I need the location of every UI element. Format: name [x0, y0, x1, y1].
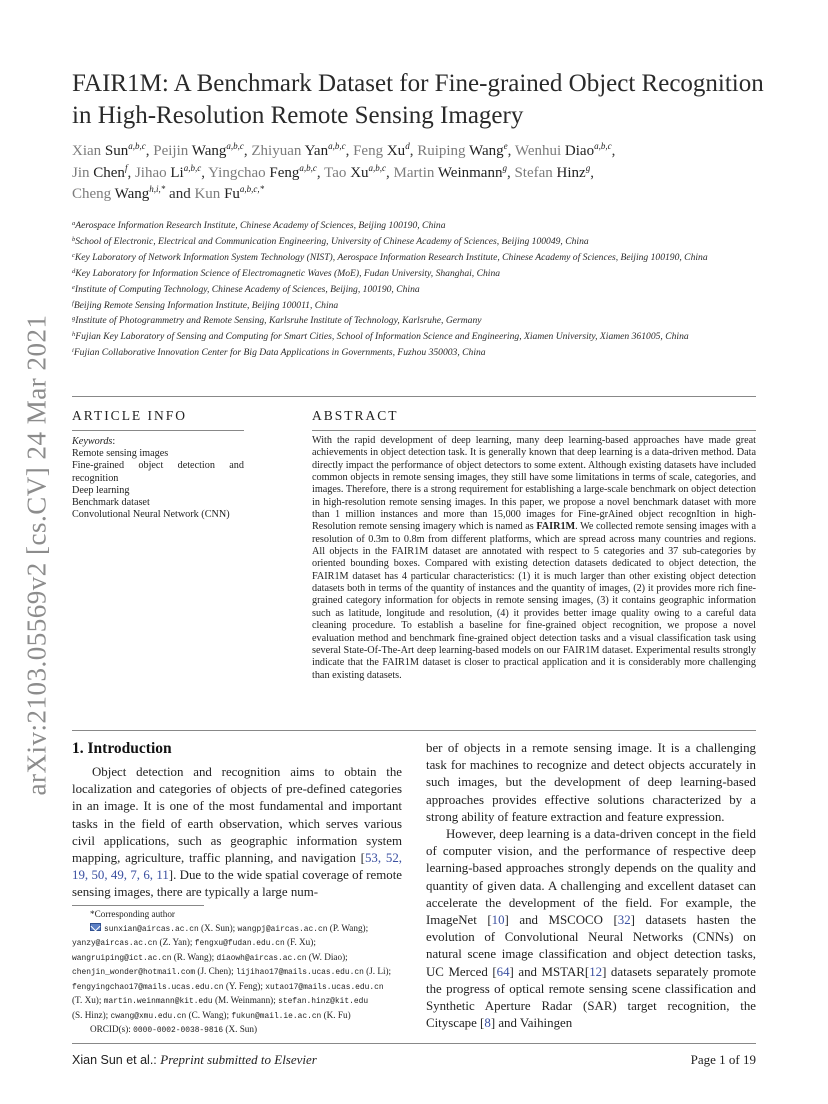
affiliation-text: Aerospace Information Research Institute, Chinese Academy of Sciences, Beijing 100190, China: [75, 220, 446, 231]
running-footer: [72, 1052, 317, 1068]
author: [208, 162, 321, 181]
right-column: [426, 740, 756, 1032]
affiliation-text: School of Electronic, Electrical and Communication Engineering, University of Chinese Academy of Sciences, Beijing 100049, China: [75, 235, 589, 247]
author-given-name: Jin: [72, 164, 90, 181]
author: [417, 143, 511, 159]
email-line: [72, 980, 402, 995]
affiliation-key: b: [72, 235, 76, 243]
article-info-heading: ARTICLE INFO: [72, 408, 188, 423]
divider: [72, 430, 244, 431]
citation-link[interactable]: 64: [496, 964, 510, 979]
title-line-2: in High-Resolution Remote Sensing Imagery: [72, 102, 524, 129]
author-given-name: Zhiyuan: [251, 143, 302, 159]
paper-title: [72, 68, 772, 132]
author: [72, 162, 132, 181]
author-surname: Chen: [93, 164, 125, 181]
author: [251, 143, 349, 159]
footnote-rule: [72, 905, 204, 906]
author-given-name: Peijin: [153, 143, 189, 159]
author-surname: Weinmann: [437, 164, 503, 181]
affiliation: [72, 347, 762, 359]
author-separator: ,: [145, 143, 150, 159]
email-owner: (J. Li);: [363, 966, 392, 976]
keyword: recognition: [72, 472, 119, 484]
author-affiliation-marks: a,b,c: [299, 162, 317, 173]
email-owner: (R. Wang);: [171, 951, 217, 962]
email-line: [72, 936, 402, 951]
email-owner: (W. Diao);: [306, 951, 348, 962]
divider: [72, 396, 756, 397]
divider: [72, 1043, 756, 1044]
author-surname: Diao: [564, 143, 595, 159]
keywords-label: Keywords: [72, 436, 113, 447]
author-affiliation-marks: a,b,c,*: [239, 184, 265, 194]
orcid-id[interactable]: 0000-0002-0038-9816: [133, 1026, 224, 1035]
author-surname: Wang: [191, 143, 227, 159]
citation-link[interactable]: 32: [617, 913, 631, 928]
email-address[interactable]: martin.weinmann@kit.edu: [103, 997, 213, 1006]
email-owner: (T. Xu);: [72, 995, 104, 1005]
email-address[interactable]: diaowh@aircas.ac.cn: [216, 953, 307, 963]
email-owner: (C. Wang);: [186, 1009, 232, 1020]
author-surname: Hinz: [556, 164, 586, 181]
left-column: [72, 740, 402, 902]
author-surname: Yan: [304, 143, 329, 159]
affiliation: [72, 252, 762, 264]
affiliations: [72, 220, 762, 363]
page-number: Page 1 of 19: [690, 1052, 756, 1067]
text-run: However, deep learning is a data-driven concept in the field of computer vision, and the performance of respective deep learning-based approaches strongly depends on the quality and quantity of given data. A challenging and excellent dataset can accelerate the development of the field. For example, the ImageNet [: [426, 827, 756, 928]
author-separator: ,: [316, 164, 321, 181]
author-list: [72, 141, 762, 206]
email-address[interactable]: stefan.hinz@kit.edu: [278, 997, 369, 1006]
email-line: [72, 922, 402, 937]
dataset-name: FAIR1M: [536, 521, 576, 533]
author-given-name: Feng: [353, 143, 384, 159]
abstract-heading: ABSTRACT: [312, 408, 399, 423]
affiliation-text: Fujian Key Laboratory of Sensing and Computing for Smart Cities, School of Information Science and Engineering, Xiamen University, Xiamen 361005, China: [75, 331, 689, 343]
author: [134, 162, 205, 181]
affiliation-key: g: [72, 315, 76, 323]
affiliation: [72, 268, 762, 280]
author: [153, 143, 247, 159]
email-owner: (K. Fu): [321, 1009, 351, 1020]
author-given-name: Stefan: [514, 164, 553, 181]
author-affiliation-marks: a,b,c: [594, 141, 612, 151]
author-surname: Fu: [224, 186, 240, 202]
author: [324, 162, 390, 181]
running-head: Xian Sun et al.:: [72, 1053, 161, 1067]
author-given-name: Martin: [393, 164, 435, 181]
citation-link[interactable]: 8: [484, 1016, 491, 1031]
preprint-note: Preprint submitted to Elsevier: [160, 1052, 317, 1067]
author-affiliation-marks: a,b,c: [128, 141, 146, 151]
author: [72, 143, 150, 159]
orcid-label: ORCID(s):: [90, 1024, 134, 1034]
author-affiliation-marks: h,i,*: [149, 184, 166, 194]
text-run: ] and MSTAR[: [509, 964, 590, 979]
email-line: [72, 1009, 402, 1024]
affiliation: [72, 236, 762, 248]
author-given-name: Ruiping: [417, 143, 466, 159]
author-affiliation-marks: a,b,c: [328, 141, 346, 151]
affiliation-key: i: [72, 347, 74, 355]
affiliation-text: Fujian Collaborative Innovation Center for Big Data Applications in Governments, Fuzhou 350003, China: [73, 347, 486, 359]
text-run: ] datasets hasten the evolution of Convolutional Neural Networks (CNNs) on natural scene image classification and object detection tasks, UC Merced [: [426, 913, 756, 979]
text-run: ] and Vaihingen: [490, 1016, 573, 1031]
author-given-name: Tao: [324, 164, 347, 181]
text-run: ] and MSCOCO [: [504, 913, 618, 928]
author-given-name: Jihao: [134, 164, 167, 181]
orcid-name: (X. Sun): [223, 1024, 258, 1034]
author: [194, 186, 264, 202]
author-separator: ,: [386, 164, 390, 181]
author-affiliation-marks: e: [503, 141, 508, 151]
email-owner: (J. Chen);: [195, 966, 236, 976]
author-surname: Wang: [114, 186, 150, 202]
author-separator: ,: [409, 143, 414, 159]
author-surname: Xu: [386, 143, 406, 159]
author-affiliation-marks: g: [502, 162, 507, 173]
title-line-1: FAIR1M: A Benchmark Dataset for Fine-grained Object Recognition: [72, 70, 764, 97]
affiliation: [72, 284, 762, 296]
author-given-name: Wenhui: [514, 143, 562, 159]
affiliation: [72, 331, 762, 343]
keyword: Benchmark dataset: [72, 497, 150, 509]
text-run: ]. Due to the wide spatial coverage of remote sensing images, there are typically a large num-: [72, 868, 403, 900]
citation-link[interactable]: 53, 52, 19, 50, 49, 7, 6, 11: [72, 851, 402, 883]
email-owner: (Z. Yan);: [157, 937, 195, 947]
divider: [72, 730, 756, 731]
abstract-part: . We collected remote sensing images with a resolution of 0.3m to 0.8m from different platforms, which are spread across many countries and regions. All objects in the FAIR1M dataset are annotated with respect to 5 categories and 37 sub-categories by oriented bounding boxes. Compared with existing detection datasets dedicated to object detection, the FAIR1M dataset has 4 particular characteristics: (1) it is much larger than other existing object detection datasets both in terms of the quantity of instances and the quantity of images, (2) it provides more rich fine-grained category information for objects in remote sensing images, (3) it contains geographic information such as latitude, longitude and resolution, (4) it provides better image quality owing to a careful data cleaning procedure. To establish a baseline for fine-grained object recognition, we propose a novel evaluation method and benchmark fine-grained object detection tasks and a visual classification task using several State-Of-The-Art deep learning-based models on our FAIR1M dataset. Experimental results strongly indicate that the FAIR1M dataset is closer to practical application and it is considerably more challenging than existing datasets.: [312, 521, 756, 681]
author-given-name: Cheng: [72, 186, 112, 202]
text-run: Object detection and recognition aims to obtain the localization and categories of objects of pre-defined categories in an image. It is one of the most fundamental and important tasks in the field of earth observation, which serves various civil applications, such as geographic information system mapping, agriculture, traffic planning, and navigation [: [72, 765, 402, 866]
paragraph: [426, 826, 756, 1032]
keyword: Fine-grained object detection and: [72, 460, 244, 472]
arxiv-stamp: [22, 295, 52, 815]
footnotes: [72, 908, 402, 1038]
author-given-name: Xian: [72, 143, 102, 159]
keyword: Deep learning: [72, 484, 130, 496]
affiliation-key: e: [72, 283, 75, 291]
author-affiliation-marks: a,b,c: [183, 162, 202, 173]
author-separator: ,: [611, 143, 616, 159]
affiliation: [72, 315, 762, 327]
author-separator: and: [165, 186, 191, 202]
author-surname: Li: [170, 164, 184, 181]
envelope-icon: [90, 923, 101, 931]
email-address[interactable]: xutao17@mails.ucas.edu.cn: [265, 982, 384, 992]
email-owner: (X. Sun);: [198, 922, 238, 933]
affiliation-key: a: [72, 220, 76, 227]
paragraph: ber of objects in a remote sensing image. It is a challenging task for machines to recognize and detect objects accurately in such images, but the development of deep learning-based approaches provides effective solutions characterized by a strong ability of feature extraction and feature expression.: [426, 741, 756, 824]
author-separator: ,: [243, 143, 248, 159]
email-owner: (M. Weinmann);: [212, 995, 279, 1005]
email-owner: (S. Hinz);: [72, 1009, 111, 1020]
author-affiliation-marks: f: [124, 162, 128, 173]
affiliation-text: Institute of Photogrammetry and Remote Sensing, Karlsruhe Institute of Technology, Karlsruhe, Germany: [75, 315, 482, 327]
email-owner: (Y. Feng);: [223, 980, 266, 991]
email-address[interactable]: fengyingchao17@mails.ucas.edu.cn: [72, 982, 224, 992]
email-line: [72, 951, 402, 966]
author: [393, 162, 511, 181]
email-address[interactable]: lijihao17@mails.ucas.edu.cn: [235, 968, 364, 977]
corresponding-author-note: *Corresponding author: [90, 909, 175, 919]
author: [515, 143, 615, 159]
email-line: [72, 994, 402, 1009]
email-address[interactable]: wangpj@aircas.ac.cn: [237, 924, 328, 934]
paragraph: [72, 764, 402, 902]
email-address[interactable]: sunxian@aircas.ac.cn: [104, 924, 199, 934]
affiliation-key: f: [72, 299, 74, 307]
author: [353, 143, 413, 159]
email-address[interactable]: fengxu@fudan.edu.cn: [194, 939, 285, 948]
citation-link[interactable]: 10: [491, 913, 505, 928]
author: [72, 186, 191, 202]
email-address[interactable]: fukun@mail.ie.ac.cn: [231, 1011, 322, 1021]
keyword: Remote sensing images: [72, 448, 169, 460]
author-separator: ,: [506, 164, 511, 181]
author-separator: ,: [345, 143, 350, 159]
affiliation: [72, 300, 762, 312]
author-separator: ,: [127, 164, 132, 181]
author-separator: ,: [201, 164, 205, 181]
author-surname: Feng: [269, 164, 300, 181]
arxiv-id: arXiv:2103.05569v2 [cs.CV] 24 Mar 2021: [21, 314, 52, 796]
email-address[interactable]: wangruiping@ict.ac.cn: [72, 953, 172, 963]
author-surname: Wang: [469, 143, 504, 159]
author-affiliation-marks: d: [405, 141, 410, 151]
citation-link[interactable]: 12: [589, 964, 603, 979]
affiliation-key: d: [72, 267, 76, 275]
author-given-name: Kun: [194, 186, 221, 202]
author-given-name: Yingchao: [208, 164, 266, 181]
author-affiliation-marks: a,b,c: [368, 162, 387, 173]
abstract-text: [312, 435, 756, 682]
text-run: ] datasets separately promote the progress of optical remote sensing scene classification and Synthetic Aperture Radar (SAR) target recognition, the Cityscape [: [426, 964, 756, 1031]
keywords-block: Keywords: Remote sensing images Fine-grained object detection and recognition Deep learning Benchmark dataset Convolutional Neural Network (CNN): [72, 436, 244, 521]
email-line: [72, 965, 402, 980]
author-separator: ,: [590, 164, 594, 181]
affiliation-text: Key Laboratory of Network Information System Technology (NIST), Aerospace Information Research Institute, Chinese Academy of Sciences, Beijing 100190, China: [74, 251, 708, 263]
affiliation-key: c: [72, 251, 75, 259]
affiliation-text: Beijing Remote Sensing Information Institute, Beijing 100011, China: [73, 299, 339, 311]
divider: [312, 430, 756, 431]
email-address[interactable]: yanzy@aircas.ac.cn: [72, 939, 158, 948]
abstract-part: With the rapid development of deep learning, many deep learning-based approaches have made great achievements in object detection task. It is generally known that deep learning is a data-driven method. Data directly impact the performance of object detectors to some extent. Although existing datasets have included common objects in remote sensing images, they still have some limitations in terms of scale, categories, and images. Therefore, there is a strong requirement for establishing a large-scale benchmark on object detection in high-resolution remote sensing images. In this paper, we propose a novel benchmark dataset with more than 1 million instances and more than 15,000 images for Fine-grAined object recognItion in high-Resolution remote sensing imagery which is named as: [312, 435, 756, 533]
affiliation-key: h: [72, 331, 76, 339]
affiliation-text: Key Laboratory for Information Science of Electromagnetic Waves (MoE), Fudan University, Shanghai, China: [75, 267, 501, 279]
email-address[interactable]: chenjin_wonder@hotmail.com: [72, 968, 196, 977]
author-surname: Xu: [350, 164, 369, 181]
email-address[interactable]: cwang@xmu.edu.cn: [110, 1011, 187, 1021]
keyword: Convolutional Neural Network (CNN): [72, 509, 230, 521]
author-separator: ,: [507, 143, 512, 159]
email-list: [72, 922, 402, 1024]
author: [514, 162, 594, 181]
affiliation-text: Institute of Computing Technology, Chinese Academy of Sciences, Beijing, 100190, China: [74, 283, 420, 295]
affiliation: [72, 220, 762, 232]
orcid-line: [72, 1023, 402, 1038]
author-affiliation-marks: g: [585, 162, 591, 173]
email-owner: (F. Xu);: [284, 937, 316, 947]
section-heading: 1. Introduction: [72, 740, 172, 757]
author-affiliation-marks: a,b,c: [226, 141, 244, 151]
email-owner: (P. Wang);: [327, 922, 369, 933]
author-surname: Sun: [104, 143, 129, 159]
